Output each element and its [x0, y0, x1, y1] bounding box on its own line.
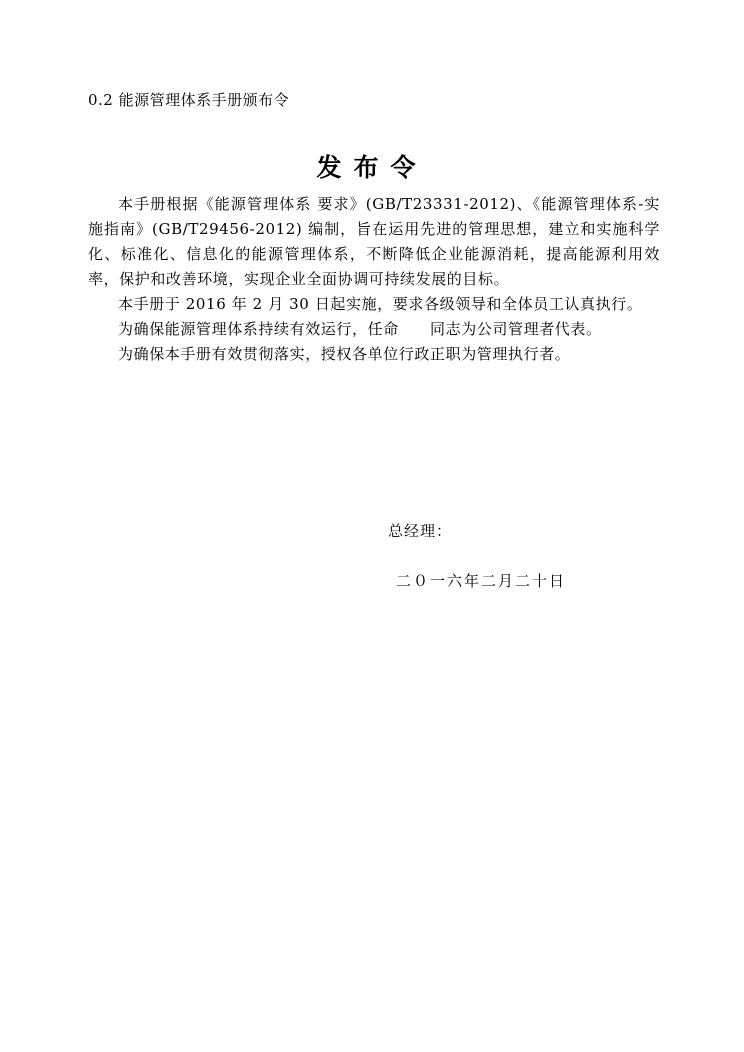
- paragraph-management-representative: 为确保能源管理体系持续有效运行，任命 同志为公司管理者代表。: [118, 320, 602, 338]
- issue-date: 二０一六年二月二十日: [396, 572, 567, 590]
- paragraph-authorization: 为确保本手册有效贯彻落实，授权各单位行政正职为管理执行者。: [118, 345, 571, 363]
- page-title: 发布令: [316, 153, 428, 182]
- body-text: [88, 192, 660, 367]
- paragraph-purpose: 本手册根据《能源管理体系 要求》(GB/T23331-2012)、《能源管理体系-实施指南》(GB/T29456-2012) 编制，旨在运用先进的管理思想，建立和实施科学化、标准化、信息化的能源管理体系，不断降低企业能源消耗，提高能源利用效率，保护和改善环境，实现企业全面协调可持续发展的目标。: [88, 195, 660, 288]
- paragraph-effective-date: 本手册于 2016 年 2 月 30 日起实施，要求各级领导和全体员工认真执行。: [118, 295, 643, 313]
- section-heading: 0.2 能源管理体系手册颁布令: [88, 91, 290, 109]
- signature-label: 总经理：: [388, 522, 453, 540]
